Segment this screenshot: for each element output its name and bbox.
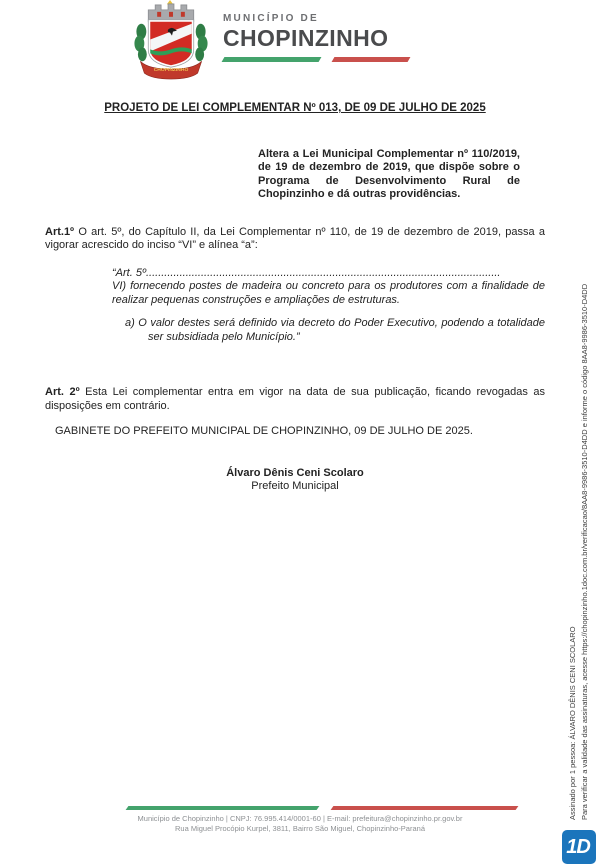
- footer-green-bar: [126, 806, 320, 810]
- brand-underline-bars: [223, 57, 413, 62]
- article-1: [45, 226, 545, 253]
- article-2-text: Esta Lei complementar entra em vigor na data de sua publicação, ficando revogadas as disposições em contrário.: [45, 386, 545, 412]
- footer-contact: [0, 814, 600, 834]
- coat-of-arms: [126, 0, 216, 84]
- municipal-header: [0, 0, 600, 86]
- quote-caput: “Art. 5º: [112, 266, 146, 279]
- footer-line1: Município de Chopinzinho | CNPJ: 76.995.414/0001-60 | E-mail: prefeitura@chopinzinho.pr.gov.br: [137, 814, 463, 823]
- footer-brand-bars: [0, 806, 600, 811]
- quote-inciso-vi: VI) fornecendo postes de madeira ou concreto para os produtores com a finalidade de realizar pequenas construções e ampliações de estruturas.: [112, 280, 545, 306]
- quote-alinea-a: a) O valor destes será definido via decreto do Poder Executivo, podendo a totalidade ser subsidiada pelo Município.”: [125, 317, 545, 343]
- crown-window: [157, 12, 161, 17]
- article-2: [45, 386, 545, 413]
- footer-line2: Rua Miguel Procópio Kurpel, 3811, Bairro São Miguel, Chopinzinho-Paraná: [174, 824, 425, 833]
- quote-caput-line: [112, 267, 545, 281]
- quoted-amendment: [112, 267, 545, 345]
- footer-red-bar: [331, 806, 519, 810]
- laurel-branch-left: [134, 24, 146, 62]
- law-title: PROJETO DE LEI COMPLEMENTAR Nº 013, DE 09 DE JULHO DE 2025: [104, 102, 486, 114]
- red-bar: [332, 57, 411, 62]
- verification-line: Para verificar a validade das assinaturas, acesse https://chopinzinho.1doc.com.br/verificacao/8AA8-9986-3510-D4DD e informe o código 8AA8-9986-3510-D4DD: [580, 283, 589, 820]
- article-1-label: Art.1º: [45, 225, 75, 238]
- signature-block: [45, 467, 545, 494]
- municipality-name: CHOPINZINHO: [223, 25, 389, 51]
- municipality-label: MUNICÍPIO DE: [223, 13, 319, 24]
- digital-signature-strip: [567, 202, 591, 820]
- ribbon-text: CHOPINZINHO: [153, 68, 189, 74]
- crown-window: [169, 12, 173, 17]
- gabinete-line: GABINETE DO PREFEITO MUNICIPAL DE CHOPINZINHO, 09 DE JULHO DE 2025.: [55, 425, 473, 437]
- article-1-text: O art. 5º, do Capítulo II, da Lei Complementar nº 110, de 19 de dezembro de 2019, passa a vigorar acrescido do inciso “VI” e alínea “a”:: [45, 225, 545, 251]
- crown-window: [181, 12, 185, 17]
- green-bar: [222, 57, 322, 62]
- onedoc-logo: [562, 830, 596, 864]
- laurel-branch-right: [195, 24, 207, 62]
- ementa-summary: Altera a Lei Municipal Complementar nº 110/2019, de 19 de dezembro de 2019, que dispõe sobre o Programa de Desenvolvimento Rural de Chopinzinho e dá outras providências.: [258, 147, 520, 200]
- quote-dots: ....................................................................................................................: [145, 266, 501, 279]
- mayor-role: Prefeito Municipal: [251, 480, 339, 492]
- shield: [148, 20, 193, 67]
- signed-by-line: Assinado por 1 pessoa: ÁLVARO DÊNIS CENI SCOLARO: [568, 626, 577, 820]
- article-2-label: Art. 2º: [45, 386, 80, 398]
- onedoc-logo-glyph: 1D: [566, 835, 590, 858]
- document-content: [45, 98, 545, 494]
- mayor-name: Álvaro Dênis Ceni Scolaro: [226, 466, 364, 479]
- municipality-wordmark: [223, 13, 388, 52]
